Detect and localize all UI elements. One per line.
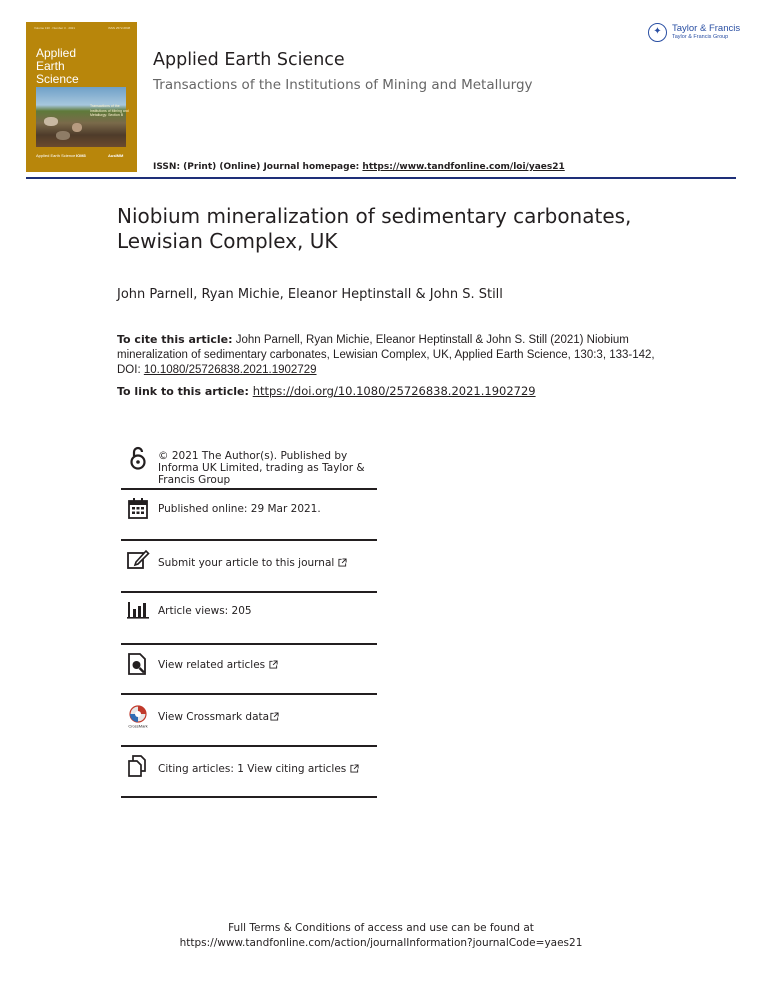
open-access-icon	[126, 446, 150, 470]
article-title: Niobium mineralization of sedimentary carbonates, Lewisian Complex, UK	[117, 204, 632, 253]
row-divider	[121, 745, 377, 747]
journal-subtitle: Transactions of the Institutions of Mining and Metallurgy	[153, 77, 533, 93]
citing-documents-icon	[126, 754, 150, 778]
issn-label: ISSN: (Print) (Online) Journal homepage:	[153, 162, 363, 172]
related-label: View related articles	[158, 659, 266, 671]
cover-issn: ISSN 2572-6838	[108, 26, 131, 30]
article-link-line	[117, 384, 536, 398]
citation-block	[117, 332, 657, 378]
article-doi-link[interactable]: https://doi.org/10.1080/25726838.2021.1902729	[252, 384, 536, 398]
row-divider	[121, 591, 377, 593]
footer-line: Full Terms & Conditions of access and use can be found at	[228, 922, 534, 934]
article-link-label: To link to this article:	[117, 385, 253, 398]
cover-logo: AusIMM	[108, 153, 124, 158]
cover-title-line: Earth	[36, 59, 65, 73]
journal-title: Applied Earth Science	[153, 50, 345, 70]
article-authors: John Parnell, Ryan Michie, Eleanor Heptinstall & John S. Still	[117, 287, 503, 302]
issn-line	[153, 162, 565, 172]
crossmark-row[interactable]	[121, 704, 377, 750]
row-divider	[121, 539, 377, 541]
submit-row[interactable]	[121, 548, 377, 594]
published-date: Published online: 29 Mar 2021.	[158, 503, 321, 515]
citing-row[interactable]	[121, 756, 377, 802]
cover-title	[36, 47, 131, 86]
views-row	[121, 600, 377, 646]
journal-homepage-link[interactable]: https://www.tandfonline.com/loi/yaes21	[362, 162, 565, 172]
calendar-icon	[126, 496, 150, 520]
external-link-icon	[269, 660, 278, 669]
citing-articles-link[interactable]	[158, 763, 359, 775]
cover-logos	[34, 153, 132, 163]
publisher-logo[interactable]	[648, 23, 740, 45]
header-divider	[26, 177, 736, 179]
bar-chart-icon	[126, 597, 150, 621]
license-text: © 2021 The Author(s). Published by Informa UK Limited, trading as Taylor & Francis Group	[158, 450, 365, 486]
journal-cover[interactable]	[26, 22, 137, 172]
footer-terms	[0, 921, 762, 951]
license-row	[121, 444, 377, 490]
row-divider	[121, 796, 377, 798]
crossmark-label: View Crossmark data	[158, 711, 270, 723]
cover-subtitle: Transactions of the Institutions of Mining and Metallurgy: Section B	[90, 104, 129, 117]
publisher-logo-icon: ✦	[648, 23, 667, 42]
edit-icon	[126, 548, 150, 572]
citing-label: Citing articles: 1 View citing articles	[158, 763, 347, 775]
crossmark-icon	[126, 704, 150, 728]
citation-label: To cite this article:	[117, 333, 233, 346]
crossmark-icon-text: CrossMark	[128, 723, 148, 728]
crossmark-link[interactable]	[158, 711, 279, 723]
external-link-icon	[270, 712, 279, 721]
publisher-group: Taylor & Francis Group	[672, 34, 729, 40]
submit-link[interactable]	[158, 557, 347, 569]
cover-logo: Applied Earth Science	[36, 153, 76, 158]
doi-link[interactable]: 10.1080/25726838.2021.1902729	[143, 364, 317, 376]
related-articles-link[interactable]	[158, 659, 278, 671]
submit-label: Submit your article to this journal	[158, 557, 335, 569]
cover-volume: Volume 130 · Number 3 · 2021	[34, 26, 76, 30]
document-search-icon	[126, 652, 150, 676]
footer-terms-link[interactable]: https://www.tandfonline.com/action/journalInformation?journalCode=yaes21	[179, 937, 583, 949]
publisher-name: Taylor & Francis	[672, 23, 741, 34]
external-link-icon	[350, 764, 359, 773]
cover-title-line: Applied	[36, 46, 77, 60]
external-link-icon	[338, 558, 347, 567]
citation-text: John Parnell, Ryan Michie, Eleanor Heptinstall & John S. Still (2021) Niobium mineralization of sedimentary carbonates, Lewisian Complex, UK, Applied Earth Science, 130:3, 133-142, DOI:	[117, 334, 655, 376]
row-divider	[121, 693, 377, 695]
cover-title-line: Science	[36, 72, 79, 86]
row-divider	[121, 643, 377, 645]
cover-logo: IOM3	[76, 153, 86, 158]
published-row	[121, 496, 377, 542]
cover-header	[26, 22, 137, 32]
row-divider	[121, 488, 377, 490]
related-row[interactable]	[121, 652, 377, 698]
article-views: Article views: 205	[158, 605, 252, 617]
